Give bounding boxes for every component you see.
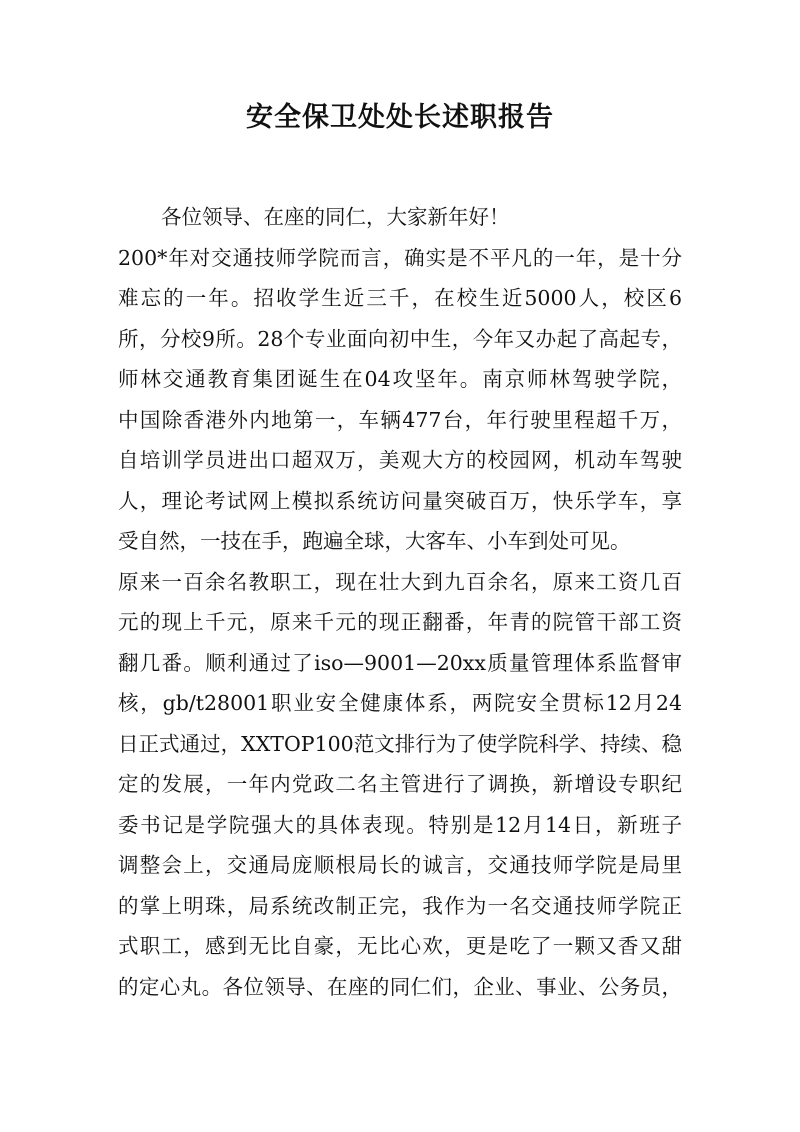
body-line: 委书记是学院强大的具体表现。特别是12月14日，新班子 <box>118 812 682 837</box>
body-line: 元的现上千元，原来千元的现正翻番，年青的院管干部工资 <box>118 610 682 634</box>
body-line: 核，gb/t28001职业安全健康体系，两院安全贯标12月24 <box>118 691 682 715</box>
body-line: 的定心丸。各位领导、在座的同仁们，企业、事业、公务员， <box>118 974 682 999</box>
body-line: 日正式通过，XXTOP100范文排行为了使学院科学、持续、稳 <box>118 731 682 756</box>
body-line: 调整会上，交通局庞顺根局长的诚言，交通技师学院是局里 <box>118 853 682 877</box>
body-line: 难忘的一年。招收学生近三千，在校生近5000人，校区6 <box>118 286 682 310</box>
body-line: 200*年对交通技师学院而言，确实是不平凡的一年，是十分 <box>118 245 682 270</box>
body-line: 的掌上明珠，局系统改制正完，我作为一名交通技师学院正 <box>118 893 682 918</box>
body-line: 定的发展，一年内党政二名主管进行了调换，新增设专职纪 <box>118 772 682 796</box>
body-line: 翻几番。顺利通过了iso—9001—20xx质量管理体系监督审 <box>118 650 682 675</box>
document-body <box>118 197 682 1007</box>
body-line: 式职工，感到无比自豪，无比心欢，更是吃了一颗又香又甜 <box>118 934 682 958</box>
greeting-line: 各位领导、在座的同仁，大家新年好！ <box>161 205 510 229</box>
body-line: 中国除香港外内地第一，车辆477台，年行驶里程超千万， <box>118 407 682 432</box>
body-line: 所，分校9所。28个专业面向初中生，今年又办起了高起专， <box>118 326 682 351</box>
document-title: 安全保卫处处长述职报告 <box>246 102 554 133</box>
body-line: 原来一百余名教职工，现在壮大到九百余名，原来工资几百 <box>118 569 682 594</box>
body-line: 人，理论考试网上模拟系统访问量突破百万，快乐学车，享 <box>118 488 682 513</box>
body-line: 受自然，一技在手，跑遍全球，大客车、小车到处可见。 <box>118 529 631 553</box>
body-line: 师林交通教育集团诞生在04攻坚年。南京师林驾驶学院， <box>118 367 682 391</box>
body-line: 自培训学员进出口超双万，美观大方的校园网，机动车驾驶 <box>118 448 682 472</box>
